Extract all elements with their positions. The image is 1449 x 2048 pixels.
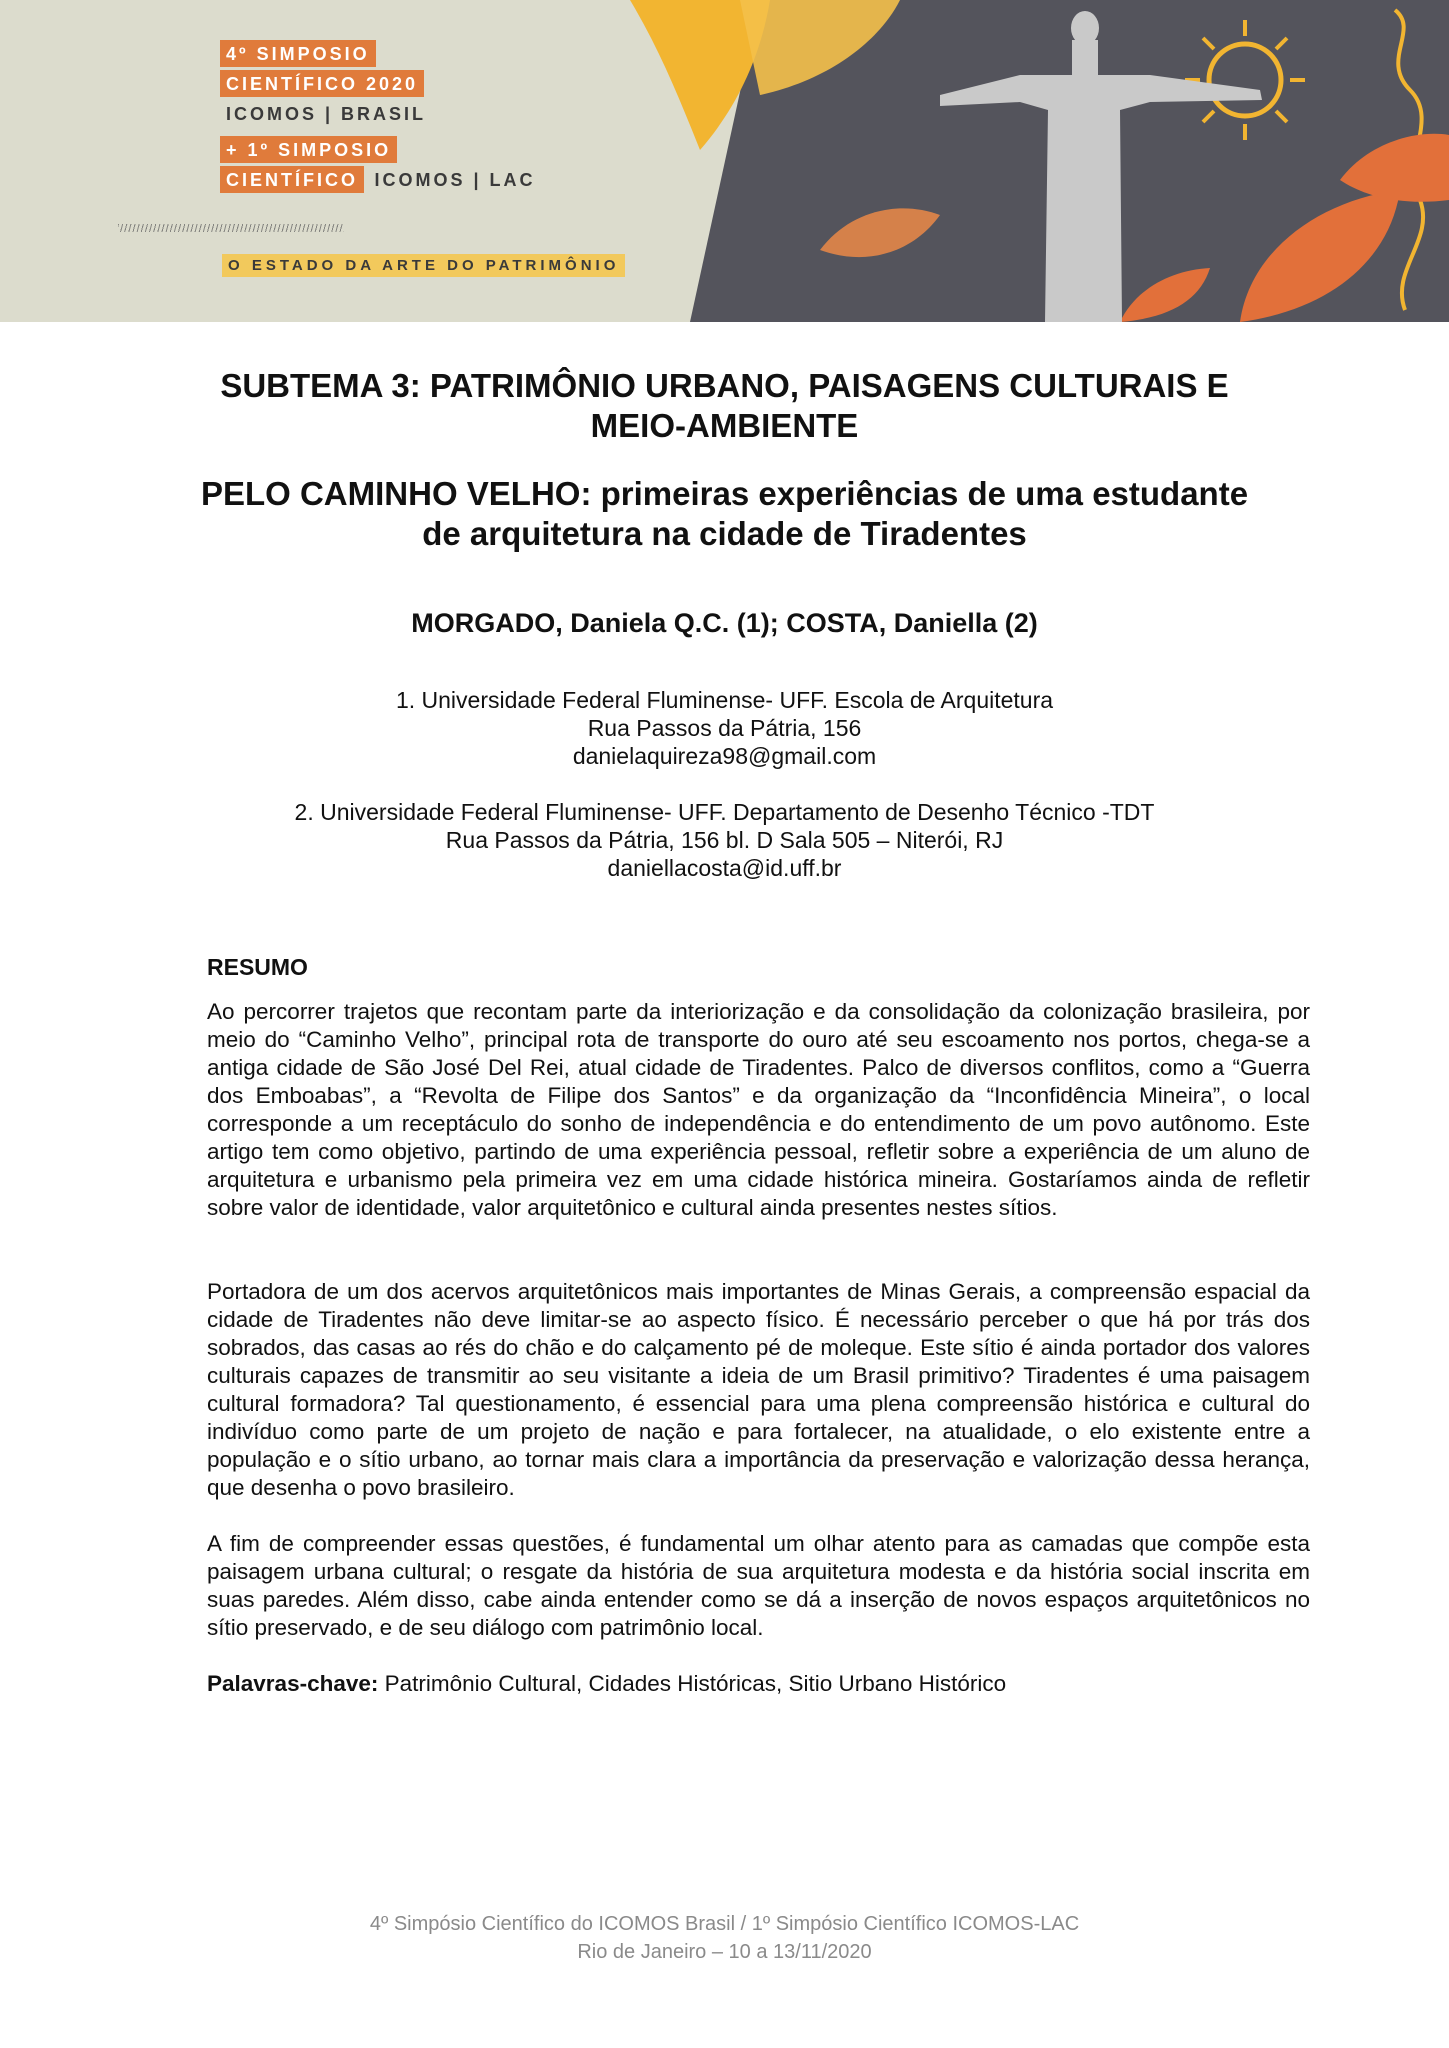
- logo-line-2: CIENTÍFICO 2020: [220, 70, 424, 97]
- authors: MORGADO, Daniela Q.C. (1); COSTA, Daniella (2): [411, 608, 1038, 638]
- abstract-paragraph-2: Portadora de um dos acervos arquitetônicos mais importantes de Minas Gerais, a compreensão espacial da cidade de Tiradentes não deve limitar-se ao aspecto físico. É necessário perceber o que há por trás dos sobrados, das casas ao rés do chão e do calçamento pé de moleque. Este sítio é ainda portador dos valores culturais capazes de transmitir ao seu visitante a ideia de um Brasil primitivo? Tiradentes é uma paisagem cultural formadora? Tal questionamento, é essencial para uma plena compreensão histórica e cultural do indivíduo como parte de um projeto de nação e para fortalecer, na atualidade, o elo existente entre a população e o sítio urbano, ao tornar mais clara a importância da preservação e valorização dessa herança, que desenha o povo brasileiro.: [207, 1279, 1310, 1500]
- logo-line-5-suffix: ICOMOS | LAC: [374, 170, 536, 190]
- keywords-list: Patrimônio Cultural, Cidades Históricas, Sitio Urbano Histórico: [378, 1671, 1007, 1696]
- abstract-paragraph-3: A fim de compreender essas questões, é fundamental um olhar atento para as camadas que compõe esta paisagem urbana cultural; o resgate da história de sua arquitetura modesta e da história social inscrita em suas paredes. Além disso, cabe ainda entender como se dá a inserção de novos espaços arquitetônicos no sítio preservado, e de seu diálogo com patrimônio local.: [207, 1531, 1310, 1640]
- subtheme-line-1: SUBTEMA 3: PATRIMÔNIO URBANO, PAISAGENS CULTURAIS E: [220, 367, 1229, 404]
- logo-line-3: ICOMOS | BRASIL: [226, 104, 427, 124]
- affiliation-1: [0, 686, 1449, 770]
- paper-title: [0, 474, 1449, 554]
- affiliation-1-email: danielaquireza98@gmail.com: [572, 743, 877, 769]
- footer-line-2: Rio de Janeiro – 10 a 13/11/2020: [577, 1941, 872, 1963]
- affiliation-2-email: daniellacosta@id.uff.br: [607, 855, 842, 881]
- abstract-paragraph-1: Ao percorrer trajetos que recontam parte da interiorização e da consolidação da colonização brasileira, por meio do “Caminho Velho”, principal rota de transporte do ouro até seu escoamento nos portos, chega-se a antiga cidade de São José Del Rei, atual cidade de Tiradentes. Palco de diversos conflitos, como a “Guerra dos Emboabas”, a “Revolta de Filipe dos Santos” e da organização da “Inconfidência Mineira”, o local corresponde a um receptáculo do sonho de independência e do entendimento de um povo autônomo. Este artigo tem como objetivo, partindo de uma experiência pessoal, refletir sobre a experiência de um aluno de arquitetura e urbanismo pela primeira vez em uma cidade histórica mineira. Gostaríamos ainda de refletir sobre valor de identidade, valor arquitetônico e cultural ainda presentes nestes sítios.: [207, 999, 1310, 1220]
- affiliation-2-institution: 2. Universidade Federal Fluminense- UFF. Departamento de Desenho Técnico -TDT: [294, 799, 1155, 825]
- footer-line-1: 4º Simpósio Científico do ICOMOS Brasil / 1º Simpósio Científico ICOMOS-LAC: [369, 1913, 1080, 1935]
- banner-artwork: [0, 0, 1449, 322]
- conference-banner: [0, 0, 1449, 322]
- subtheme-heading: [0, 366, 1449, 446]
- affiliation-1-address: Rua Passos da Pátria, 156: [587, 715, 862, 741]
- affiliation-2-address: Rua Passos da Pátria, 156 bl. D Sala 505 – Niterói, RJ: [445, 827, 1004, 853]
- logo-line-1: 4º SIMPOSIO: [220, 40, 376, 67]
- logo-line-4: + 1º SIMPOSIO: [220, 136, 397, 163]
- keywords-label: Palavras-chave:: [207, 1671, 379, 1696]
- keywords: [207, 1670, 1310, 1698]
- title-line-1: PELO CAMINHO VELHO: primeiras experiências de uma estudante: [200, 475, 1249, 512]
- logo-line-5: CIENTÍFICO: [220, 166, 364, 193]
- banner-subtitle: O ESTADO DA ARTE DO PATRIMÔNIO: [222, 254, 625, 277]
- abstract-heading: RESUMO: [207, 954, 308, 980]
- affiliation-1-institution: 1. Universidade Federal Fluminense- UFF. Escola de Arquitetura: [395, 687, 1054, 713]
- subtheme-line-2: MEIO-AMBIENTE: [590, 407, 859, 444]
- dash-pattern-decoration: [118, 224, 344, 232]
- page-footer: [0, 1910, 1449, 1966]
- conference-logo: [220, 40, 542, 196]
- affiliation-2: [0, 798, 1449, 882]
- title-line-2: de arquitetura na cidade de Tiradentes: [422, 515, 1027, 552]
